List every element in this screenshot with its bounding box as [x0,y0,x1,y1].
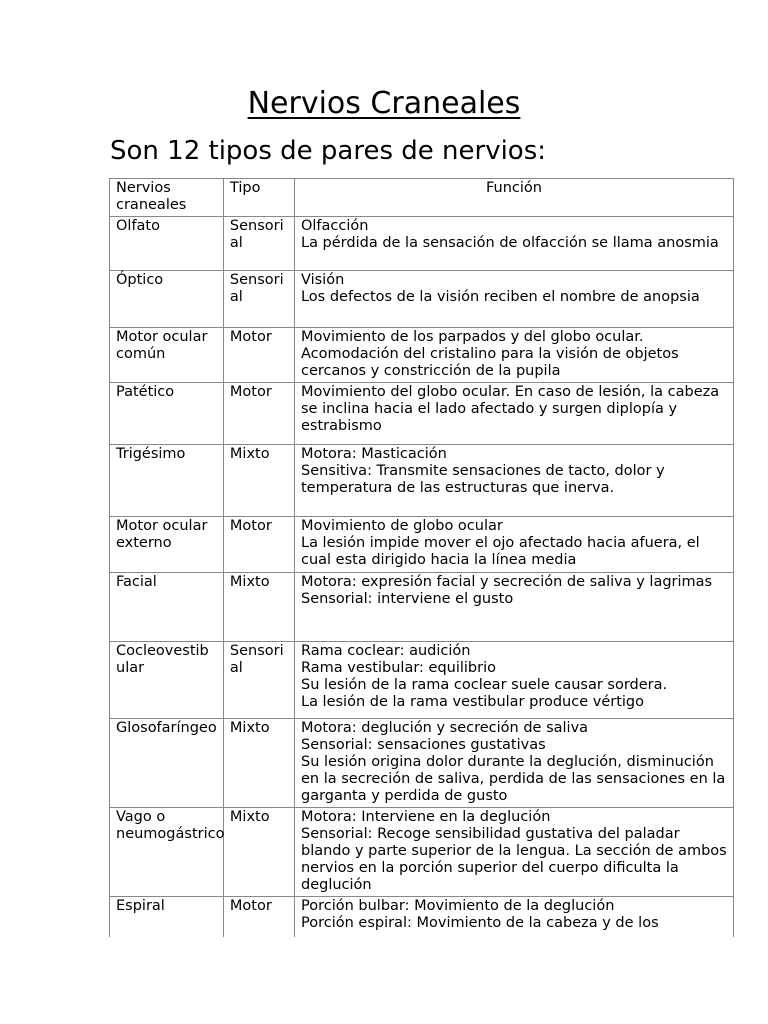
table-row [110,808,734,897]
function-line: Sensorial: interviene el gusto [300,591,514,607]
header-nervios: Nervios craneales [110,179,224,217]
table-row [110,642,734,719]
function-line: Rama vestibular: equilibrio [300,660,496,676]
page-title: Nervios Craneales [247,86,521,121]
function-line: Olfacción [300,218,369,234]
function-line: Movimiento de los parpados y del globo ocular. [300,329,644,345]
function-line: La lesión de la rama vestibular produce vértigo [300,694,644,710]
nerve-name-cell: Patético [110,383,224,445]
table-row [110,573,734,642]
function-line: Los defectos de la visión reciben el nombre de anopsia [300,289,700,305]
function-line: Rama coclear: audición [300,643,471,659]
function-line: Sensitiva: Transmite sensaciones de tacto, dolor y temperatura de las estructuras que inerva. [300,463,665,496]
nerve-type-cell: Motor [223,383,294,445]
table-row [110,217,734,271]
nerve-function-cell [294,328,733,383]
function-line: Sensorial: sensaciones gustativas [300,737,546,753]
nerve-name-cell: Vago o neumogástrico [110,808,224,897]
function-line: Su lesión origina dolor durante la deglución, disminución en la secreción de saliva, perdida de las sensaciones en la garganta y perdida de gusto [300,754,726,804]
nerve-function-cell [294,383,733,445]
table-row [110,517,734,573]
nerve-type-cell: Mixto [223,808,294,897]
function-line: Movimiento del globo ocular. En caso de lesión, la cabeza se inclina hacia el lado afectado y surgen diplopía y estrabismo [300,384,720,434]
cranial-nerves-table [109,178,734,937]
nerve-type-cell: Sensorial [223,217,294,271]
function-line: Visión [300,272,345,288]
nerve-type-cell: Motor [223,897,294,938]
table-row [110,383,734,445]
nerve-type-cell: Sensorial [223,271,294,328]
function-line: Movimiento de globo ocular [300,518,503,534]
nerve-name-cell: Glosofaríngeo [110,719,224,808]
nerve-function-cell [294,808,733,897]
function-line: Porción bulbar: Movimiento de la deglución [300,898,615,914]
function-line: Su lesión de la rama coclear suele causar sordera. [300,677,668,693]
nerve-type-cell: Mixto [223,719,294,808]
table-header-row [110,179,734,217]
nerve-type-cell: Motor [223,517,294,573]
function-line: La lesión impide mover el ojo afectado hacia afuera, el cual esta dirigido hacia la línea media [300,535,700,568]
function-line: Sensorial: Recoge sensibilidad gustativa del paladar blando y parte superior de la lengua. La sección de ambos nervios en la porción superior del cuerpo dificulta la deglución [300,826,727,893]
page-subtitle: Son 12 tipos de pares de nervios: [110,136,547,166]
table-row [110,271,734,328]
table-body [110,217,734,938]
nerve-type-cell: Mixto [223,573,294,642]
table-row [110,328,734,383]
nerve-function-cell [294,517,733,573]
function-line: Motora: expresión facial y secreción de saliva y lagrimas [300,574,713,590]
header-funcion: Función [294,179,733,217]
table-row [110,719,734,808]
function-line: Acomodación del cristalino para la visión de objetos cercanos y constricción de la pupila [300,346,679,379]
table-row [110,445,734,517]
nerve-name-cell: Facial [110,573,224,642]
function-line: La pérdida de la sensación de olfacción se llama anosmia [300,235,719,251]
function-line: Motora: Interviene en la deglución [300,809,551,825]
header-tipo: Tipo [223,179,294,217]
nerve-name-cell: Olfato [110,217,224,271]
function-line: Motora: deglución y secreción de saliva [300,720,589,736]
nerve-function-cell [294,642,733,719]
function-line: Porción espiral: Movimiento de la cabeza y de los [300,915,659,931]
nerve-name-cell: Motor ocular externo [110,517,224,573]
nerve-type-cell: Mixto [223,445,294,517]
table-row [110,897,734,938]
nerve-function-cell [294,217,733,271]
function-line: Motora: Masticación [300,446,447,462]
table-container [109,178,735,937]
nerve-name-cell: Cocleovestibular [110,642,224,719]
nerve-type-cell: Sensorial [223,642,294,719]
nerve-name-cell: Óptico [110,271,224,328]
nerve-name-cell: Motor ocular común [110,328,224,383]
nerve-name-cell: Espiral [110,897,224,938]
nerve-function-cell [294,573,733,642]
nerve-function-cell [294,445,733,517]
nerve-function-cell [294,271,733,328]
nerve-type-cell: Motor [223,328,294,383]
nerve-function-cell [294,897,733,938]
nerve-name-cell: Trigésimo [110,445,224,517]
nerve-function-cell [294,719,733,808]
